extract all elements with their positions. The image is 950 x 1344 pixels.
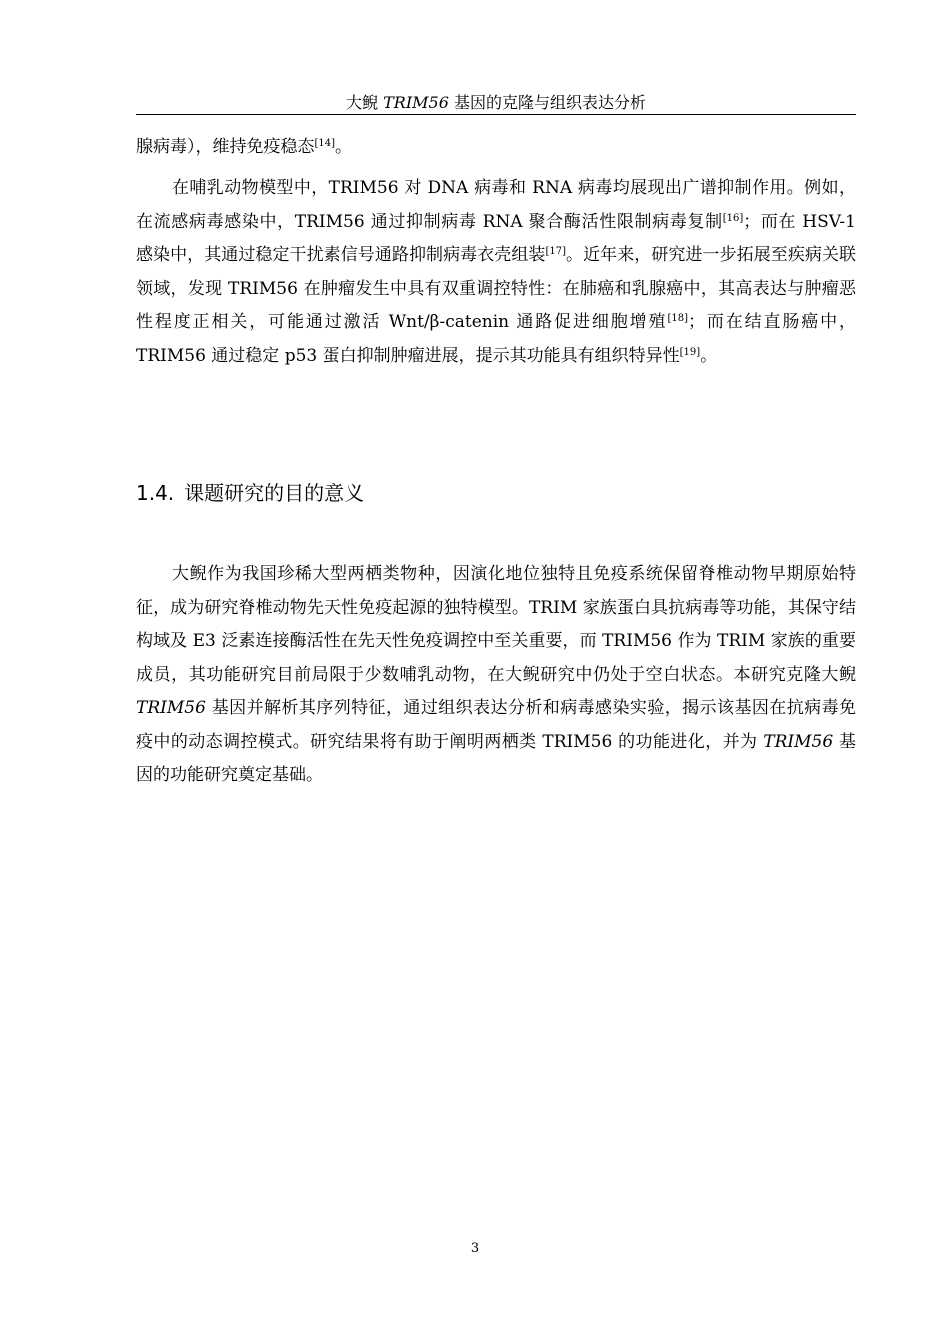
citation-ref: [17]: [545, 246, 566, 257]
paragraph-text: 基因并解析其序列特征，通过组织表达分析和病毒感染实验，揭示该基因在抗病毒免疫中的动态调控模式。研究结果将有助于阐明两栖类 TRIM56 的功能进化，并为: [136, 698, 856, 752]
section-number: 1.4.: [136, 481, 175, 505]
section-heading: [136, 479, 364, 507]
header-title-pre: 大鲵: [346, 93, 384, 112]
paragraph-text: 腺病毒），维持免疫稳态: [136, 137, 315, 157]
citation-ref: [19]: [679, 346, 701, 358]
page-number: 3: [470, 1241, 480, 1256]
gene-name-italic: TRIM56: [136, 698, 206, 718]
paragraph-text: ；而在结直肠癌中，TRIM56 通过稳定 p53 蛋白抑制肿瘤进展，提示其功能具有组织特异性: [136, 312, 856, 366]
paragraph-continuation: [136, 131, 856, 165]
header-title-post: 基因的克隆与组织表达分析: [448, 93, 646, 112]
paragraph-text: ；而在 HSV-1 感染中，其通过稳定干扰素信号通路抑制病毒衣壳组装: [136, 211, 856, 265]
paragraph-text: 。: [700, 345, 718, 366]
citation-ref: [18]: [667, 313, 688, 324]
paragraph-mammal-models: [136, 172, 856, 373]
paragraph-text: 。近年来，研究进一步拓展至疾病关联领域，发现 TRIM56 在肿瘤发生中具有双重调控特性：在肺癌和乳腺癌中，其高表达与肿瘤恶性程度正相关，可能通过激活 Wnt/β-catenin 通路促进细胞增殖: [136, 245, 857, 332]
citation-ref: [14]: [314, 138, 336, 149]
citation-ref: [16]: [722, 212, 744, 224]
header-gene-name: TRIM56: [383, 93, 449, 112]
paragraph-research-purpose: [136, 558, 856, 793]
paragraph-text: 大鲵作为我国珍稀大型两栖类物种，因演化地位独特且免疫系统保留脊椎动物早期原始特征，成为研究脊椎动物先天性免疫起源的独特模型。TRIM 家族蛋白具抗病毒等功能，其保守结构域及 E3 泛素连接酶活性在先天性免疫调控中至关重要，而 TRIM56 作为 TRIM 家族的重要成员，其功能研究目前局限于少数哺乳动物，在大鲵研究中仍处于空白状态。本研究克隆大鲵: [136, 564, 856, 685]
header-rule: [136, 114, 856, 115]
paragraph-text: 在哺乳动物模型中，TRIM56 对 DNA 病毒和 RNA 病毒均展现出广谱抑制作用。例如，在流感病毒感染中，TRIM56 通过抑制病毒 RNA 聚合酶活性限制病毒复制: [136, 178, 856, 232]
gene-name-italic: TRIM56: [763, 731, 834, 752]
paragraph-text: 基因的功能研究奠定基础。: [136, 731, 856, 785]
paragraph-text: 。: [335, 137, 353, 157]
running-header: [136, 93, 856, 113]
section-title: 课题研究的目的意义: [184, 481, 365, 505]
